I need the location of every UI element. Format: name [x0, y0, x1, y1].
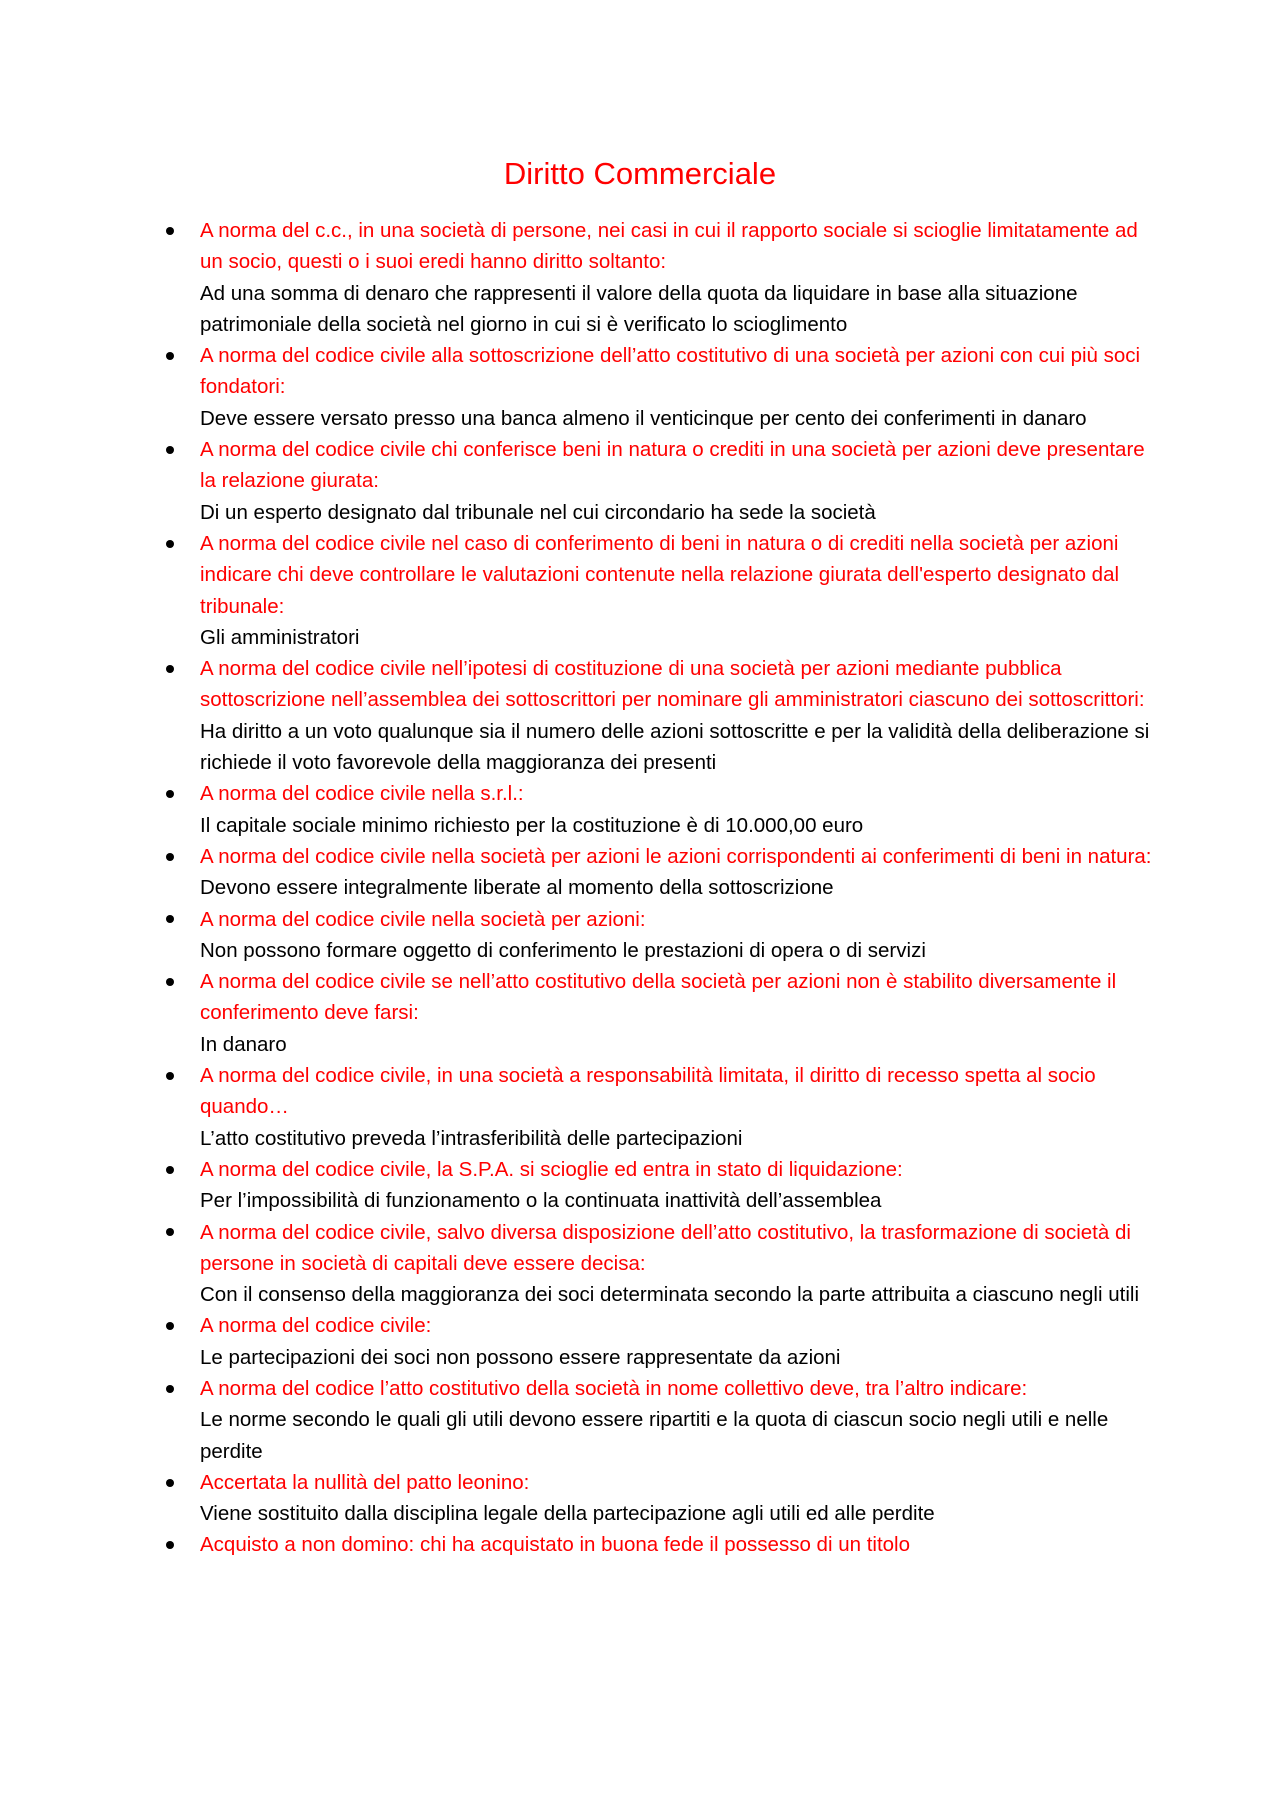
bullet-icon [166, 653, 178, 684]
answer-text: Le partecipazioni dei soci non possono essere rappresentate da azioni [200, 1345, 841, 1369]
question-text: A norma del codice civile nella società per azioni: [200, 907, 646, 931]
question-text: A norma del codice civile, salvo diversa disposizione dell’atto costitutivo, la trasformazione di società di persone in società di capitali deve essere decisa: [200, 1220, 1131, 1275]
answer-text: Deve essere versato presso una banca almeno il venticinque per cento dei conferimenti in danaro [200, 406, 1087, 430]
question-text: A norma del codice civile nel caso di conferimento di beni in natura o di crediti nella società per azioni indicare chi deve controllare le valutazioni contenute nella relazione giurata dell'esperto designato dal tribunale: [200, 531, 1120, 618]
question-text: A norma del codice civile chi conferisce beni in natura o crediti in una società per azioni deve presentare la relazione giurata: [200, 438, 1145, 493]
question-text: Acquisto a non domino: chi ha acquistato in buona fede il possesso di un titolo [200, 1533, 910, 1557]
bullet-icon [166, 1217, 178, 1248]
qa-item [200, 1310, 1165, 1373]
qa-item [200, 1154, 1165, 1217]
answer-text: Devono essere integralmente liberate al momento della sottoscrizione [200, 876, 834, 900]
answer-text: L’atto costitutivo preveda l’intrasferibilità delle partecipazioni [200, 1126, 743, 1150]
question-text: A norma del codice civile nella s.r.l.: [200, 782, 524, 806]
qa-item [200, 528, 1165, 653]
question-text: A norma del codice civile nella società per azioni le azioni corrispondenti ai conferimenti di beni in natura: [200, 844, 1152, 868]
qa-item [200, 1217, 1165, 1311]
bullet-icon [166, 1529, 178, 1560]
qa-item [200, 1060, 1165, 1154]
bullet-icon [166, 1154, 178, 1185]
bullet-icon [166, 528, 178, 559]
answer-text: Ad una somma di denaro che rappresenti il valore della quota da liquidare in base alla situazione patrimoniale della società nel giorno in cui si è verificato lo scioglimento [200, 281, 1078, 336]
bullet-icon [166, 904, 178, 935]
bullet-icon [166, 1373, 178, 1404]
qa-item [200, 966, 1165, 1060]
answer-text: Gli amministratori [200, 625, 360, 649]
qa-item [200, 778, 1165, 841]
question-text: A norma del codice civile, in una società a responsabilità limitata, il diritto di recesso spetta al socio quando… [200, 1064, 1096, 1119]
answer-text: Le norme secondo le quali gli utili devono essere ripartiti e la quota di ciascun socio negli utili e nelle perdite [200, 1408, 1109, 1463]
answer-text: Viene sostituito dalla disciplina legale della partecipazione agli utili ed alle perdite [200, 1502, 935, 1526]
qa-item [200, 1467, 1165, 1530]
qa-item [200, 434, 1165, 528]
qa-item [200, 653, 1165, 778]
bullet-icon [166, 1467, 178, 1498]
bullet-icon [166, 966, 178, 997]
question-text: A norma del codice civile alla sottoscrizione dell’atto costitutivo di una società per azioni con cui più soci fondatori: [200, 344, 1141, 399]
qa-item [200, 215, 1165, 340]
answer-text: Per l’impossibilità di funzionamento o la continuata inattività dell’assemblea [200, 1189, 882, 1213]
question-text: A norma del codice civile nell’ipotesi di costituzione di una società per azioni mediante pubblica sottoscrizione nell’assemblea dei sottoscrittori per nominare gli amministratori ciascuno dei sottoscrittori: [200, 657, 1145, 712]
answer-text: Il capitale sociale minimo richiesto per la costituzione è di 10.000,00 euro [200, 813, 864, 837]
question-text: A norma del c.c., in una società di persone, nei casi in cui il rapporto sociale si scioglie limitatamente ad un socio, questi o i suoi eredi hanno diritto soltanto: [200, 219, 1138, 274]
bullet-icon [166, 340, 178, 371]
answer-text: Non possono formare oggetto di conferimento le prestazioni di opera o di servizi [200, 938, 926, 962]
qa-item [200, 1529, 1165, 1560]
question-text: A norma del codice civile, la S.P.A. si scioglie ed entra in stato di liquidazione: [200, 1157, 903, 1181]
qa-item [200, 841, 1165, 904]
answer-text: Di un esperto designato dal tribunale nel cui circondario ha sede la società [200, 500, 876, 524]
answer-text: Con il consenso della maggioranza dei soci determinata secondo la parte attribuita a ciascuno negli utili [200, 1283, 1139, 1307]
answer-text: Ha diritto a un voto qualunque sia il numero delle azioni sottoscritte e per la validità della deliberazione si richiede il voto favorevole della maggioranza dei presenti [200, 719, 1150, 775]
qa-item [200, 340, 1165, 434]
question-text: A norma del codice l’atto costitutivo della società in nome collettivo deve, tra l’altro indicare: [200, 1376, 1028, 1400]
bullet-icon [166, 841, 178, 872]
document-title: Diritto Commerciale [503, 156, 777, 191]
qa-item [200, 1373, 1165, 1467]
bullet-icon [166, 778, 178, 809]
bullet-icon [166, 1060, 178, 1091]
answer-text: In danaro [200, 1032, 287, 1056]
qa-item [200, 904, 1165, 967]
question-text: A norma del codice civile: [200, 1314, 432, 1338]
bullet-icon [166, 1310, 178, 1341]
bullet-icon [166, 215, 178, 246]
bullet-icon [166, 434, 178, 465]
question-answer-list [200, 215, 1165, 1561]
question-text: Accertata la nullità del patto leonino: [200, 1470, 530, 1494]
question-text: A norma del codice civile se nell’atto costitutivo della società per azioni non è stabilito diversamente il conferimento deve farsi: [200, 970, 1117, 1025]
